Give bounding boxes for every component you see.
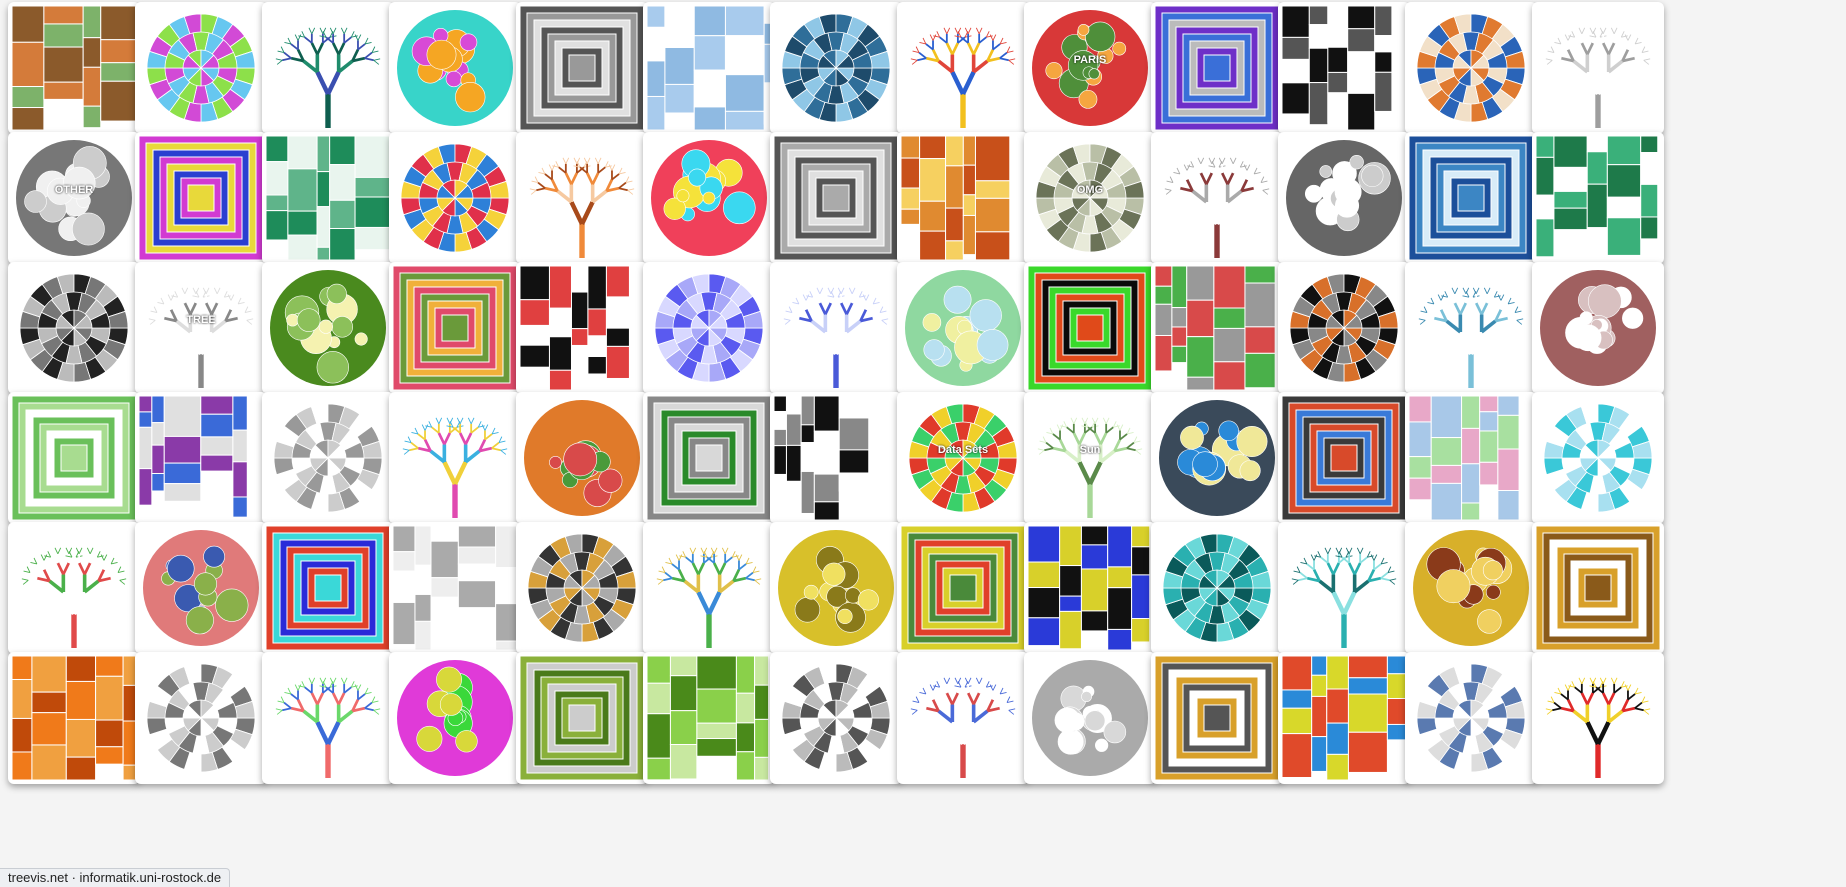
thumbnail-yellow-blocks[interactable] — [1532, 522, 1664, 654]
thumbnail-green-spiral-tree[interactable] — [262, 262, 394, 394]
thumbnail-green-3d-city[interactable] — [516, 652, 648, 784]
thumbnail-caption: OTHER — [54, 184, 94, 196]
black-concentric-squares-image — [1282, 266, 1406, 390]
gray-treemap-labels-image — [12, 136, 136, 260]
ui-panel-grid-image — [1155, 396, 1279, 520]
bar-tree-diagram-image — [139, 526, 263, 650]
thumbnail-ui-panel-grid[interactable] — [1151, 392, 1283, 524]
nested-blue-squares-image — [647, 266, 771, 390]
thumbnail-caption: Sun — [1079, 444, 1101, 456]
thumbnail-black-dendrogram[interactable] — [516, 262, 648, 394]
thumbnail-category-boxes[interactable] — [1278, 132, 1410, 264]
hex-orange-map-image — [901, 136, 1025, 260]
3d-yellow-arena-image — [901, 526, 1025, 650]
thumbnail-3d-yellow-arena[interactable] — [897, 522, 1029, 654]
3d-perspective-tree-image — [139, 396, 263, 520]
thumbnail-cyan-arcs[interactable] — [1405, 262, 1537, 394]
green-burst-image — [1536, 136, 1660, 260]
thumbnail-caption: OMG — [1076, 184, 1104, 196]
thumbnail-green-bubble-tree[interactable] — [8, 392, 140, 524]
circle-packing-blue-image — [774, 6, 898, 130]
red-green-outline-tree-image — [12, 526, 136, 650]
green-layered-planes-image — [647, 656, 771, 780]
green-bubble-tree-image — [12, 396, 136, 520]
gray-outline-circles-image — [393, 526, 517, 650]
thumbnail-pastel-small-multiples[interactable] — [897, 262, 1029, 394]
thumbnail-rainbow-cube[interactable] — [389, 652, 521, 784]
radial-blue-wheel-image — [1409, 136, 1533, 260]
thumbnail-radial-edge-bundle[interactable] — [1151, 132, 1283, 264]
yellow-blocks-image — [1536, 526, 1660, 650]
voronoi-color-image — [901, 396, 1025, 520]
thumbnail-paris-map-treemap[interactable] — [1024, 2, 1156, 134]
thumbnail-balloon-tree[interactable] — [897, 2, 1029, 134]
green-spiral-tree-image — [266, 266, 390, 390]
mondrian-treemap-image — [1536, 656, 1660, 780]
thumbnail-fractal-tree-color[interactable] — [389, 132, 521, 264]
thumbnail-color-block-treemap[interactable] — [262, 652, 394, 784]
triangle-matrix-image — [520, 6, 644, 130]
black-tree-image — [1282, 6, 1406, 130]
cyan-arcs-image — [1409, 266, 1533, 390]
thumbnail-green-treemap[interactable] — [262, 2, 394, 134]
radial-rainbow-lines-image — [393, 266, 517, 390]
pastel-treemap-image — [1409, 396, 1533, 520]
text-table-colored-image — [901, 656, 1025, 780]
leaf-flower-image — [647, 396, 771, 520]
file-list-ui-image — [1409, 656, 1533, 780]
thumbnail-green-burst[interactable] — [1532, 132, 1664, 264]
thumbnail-radial-rainbow-lines[interactable] — [389, 262, 521, 394]
icicle-green-image — [647, 526, 771, 650]
thumbnail-radial-blue-wheel[interactable] — [1405, 132, 1537, 264]
text-hourglass-image — [1155, 656, 1279, 780]
thumbnail-branching-tree[interactable] — [8, 2, 140, 134]
thumbnail-black-tree[interactable] — [1278, 2, 1410, 134]
thumbnail-3d-color-sphere[interactable] — [262, 522, 394, 654]
brown-blocks-image — [1536, 266, 1660, 390]
category-boxes-image — [1282, 136, 1406, 260]
thumbnail-leaf-flower[interactable] — [643, 392, 775, 524]
thumbnail-3d-yellow-cylinder[interactable] — [770, 522, 902, 654]
thumbnail-yellow-city[interactable] — [1405, 522, 1537, 654]
rainbow-cube-image — [393, 656, 517, 780]
thumbnail-colorful-drip-tree[interactable] — [389, 392, 521, 524]
thumbnail-wireframe-tree[interactable] — [135, 262, 267, 394]
thumbnail-planet-bubbles[interactable] — [1024, 392, 1156, 524]
thumbnail-sunburst-rainbow[interactable] — [389, 2, 521, 134]
thumbnail-nested-blue-squares[interactable] — [643, 262, 775, 394]
thumbnail-3d-blue-sphere[interactable] — [1024, 522, 1156, 654]
thumbnail-bar-tree-diagram[interactable] — [135, 522, 267, 654]
gray-3d-tree-image — [774, 656, 898, 780]
thumbnail-network-graph[interactable] — [516, 522, 648, 654]
balloon-tree-image — [901, 6, 1025, 130]
thumbnail-org-chart-gray[interactable] — [1532, 2, 1664, 134]
thumbnail-red-green-outline-tree[interactable] — [8, 522, 140, 654]
thumbnail-gray-outline-circles[interactable] — [389, 522, 521, 654]
thumbnail-blue-treemap[interactable] — [643, 2, 775, 134]
thumbnail-3d-perspective-tree[interactable] — [135, 392, 267, 524]
gradient-treemap-image — [1409, 6, 1533, 130]
thumbnail-hex-orange-map[interactable] — [897, 132, 1029, 264]
thumbnail-text-table-colored[interactable] — [897, 652, 1029, 784]
cyan-stack-image — [1282, 526, 1406, 650]
thumbnail-cyan-stack[interactable] — [1278, 522, 1410, 654]
status-bar-url: treevis.net · informatik.uni-rostock.de — [0, 868, 230, 887]
radial-edge-bundle-image — [1155, 136, 1279, 260]
thumbnail-icicle-green[interactable] — [643, 522, 775, 654]
thumbnail-bubble-gray[interactable] — [1024, 132, 1156, 264]
diagonal-blue-lines-image — [774, 266, 898, 390]
dark-vertical-trees-image — [1282, 396, 1406, 520]
green-treemap-image — [266, 6, 390, 130]
planet-bubbles-image — [1028, 396, 1152, 520]
orange-spiral-3d-image — [12, 656, 136, 780]
thumbnail-cyan-rain[interactable] — [1532, 392, 1664, 524]
branching-tree-image — [12, 6, 136, 130]
3d-color-sphere-image — [266, 526, 390, 650]
metro-lines-image — [520, 396, 644, 520]
thumbnail-triangle-matrix[interactable] — [516, 2, 648, 134]
thumbnail-dark-vertical-trees[interactable] — [1278, 392, 1410, 524]
thumbnail-file-list-ui[interactable] — [1405, 652, 1537, 784]
gray-org-boxes-image — [266, 396, 390, 520]
colorful-drip-tree-image — [393, 396, 517, 520]
thumbnail-pastel-treemap[interactable] — [1405, 392, 1537, 524]
spiral-orange-image — [520, 136, 644, 260]
thumbnail-metro-lines[interactable] — [516, 392, 648, 524]
thumbnail-brown-blocks[interactable] — [1532, 262, 1664, 394]
3d-yellow-cylinder-image — [774, 526, 898, 650]
thumbnail-compass-rose[interactable] — [135, 132, 267, 264]
thumbnail-orange-spiral-3d[interactable] — [8, 652, 140, 784]
thumbnail-radial-dots[interactable] — [1151, 2, 1283, 134]
bar-dendrogram-image — [1155, 266, 1279, 390]
thumbnail-circle-packing-blue[interactable] — [770, 2, 902, 134]
thumbnail-gray-org-boxes[interactable] — [262, 392, 394, 524]
bubble-gray-image — [1028, 136, 1152, 260]
color-block-treemap-image — [266, 656, 390, 780]
thumbnail-gray-3d-tree[interactable] — [770, 652, 902, 784]
green-lines-treemap-image — [266, 136, 390, 260]
cyan-rain-image — [1536, 396, 1660, 520]
paris-map-treemap-image — [1028, 6, 1152, 130]
fractal-tree-color-image — [393, 136, 517, 260]
thumbnail-caption: PARIS — [1073, 54, 1107, 66]
3d-blue-sphere-image — [1028, 526, 1152, 650]
network-graph-image — [520, 526, 644, 650]
blue-treemap-image — [647, 6, 771, 130]
thumbnail-green-layered-planes[interactable] — [643, 652, 775, 784]
thumbnail-black-concentric-squares[interactable] — [1278, 262, 1410, 394]
thumbnail-caption: TREE — [186, 314, 216, 326]
yellow-city-image — [1409, 526, 1533, 650]
thumbnail-spiral-orange[interactable] — [516, 132, 648, 264]
region-map-image — [139, 6, 263, 130]
gray-skyline-image — [139, 656, 263, 780]
stacked-disks-image — [774, 136, 898, 260]
thumbnail-black-gray-treemap[interactable] — [8, 262, 140, 394]
pastel-small-multiples-image — [901, 266, 1025, 390]
triangle-tree-image — [774, 396, 898, 520]
green-sphere-image — [1028, 266, 1152, 390]
black-dendrogram-image — [520, 266, 644, 390]
thumbnail-gray-skyline[interactable] — [135, 652, 267, 784]
sunburst-fan-image — [647, 136, 771, 260]
thumbnail-gray-treemap-labels[interactable] — [8, 132, 140, 264]
org-chart-gray-image — [1536, 6, 1660, 130]
thumbnail-mondrian-treemap[interactable] — [1532, 652, 1664, 784]
black-gray-treemap-image — [12, 266, 136, 390]
thumbnail-cyan-rings[interactable] — [1151, 522, 1283, 654]
thumbnail-green-lines-treemap[interactable] — [262, 132, 394, 264]
thumbnail-voronoi-color[interactable] — [897, 392, 1029, 524]
thumbnail-gray-circles-tree[interactable] — [1024, 652, 1156, 784]
thumbnail-region-map[interactable] — [135, 2, 267, 134]
thumbnail-diagonal-blue-lines[interactable] — [770, 262, 902, 394]
thumbnail-green-sphere[interactable] — [1024, 262, 1156, 394]
compass-rose-image — [139, 136, 263, 260]
thumbnail-triangle-tree[interactable] — [770, 392, 902, 524]
thumbnail-text-hourglass[interactable] — [1151, 652, 1283, 784]
thumbnail-radial-target[interactable] — [1278, 652, 1410, 784]
thumbnail-gradient-treemap[interactable] — [1405, 2, 1537, 134]
sunburst-rainbow-image — [393, 6, 517, 130]
thumbnail-caption: Data Sets — [937, 444, 989, 456]
thumbnail-stacked-disks[interactable] — [770, 132, 902, 264]
radial-target-image — [1282, 656, 1406, 780]
cyan-rings-image — [1155, 526, 1279, 650]
wireframe-tree-image — [139, 266, 263, 390]
gray-circles-tree-image — [1028, 656, 1152, 780]
radial-dots-image — [1155, 6, 1279, 130]
green-3d-city-image — [520, 656, 644, 780]
thumbnail-sunburst-fan[interactable] — [643, 132, 775, 264]
thumbnail-bar-dendrogram[interactable] — [1151, 262, 1283, 394]
